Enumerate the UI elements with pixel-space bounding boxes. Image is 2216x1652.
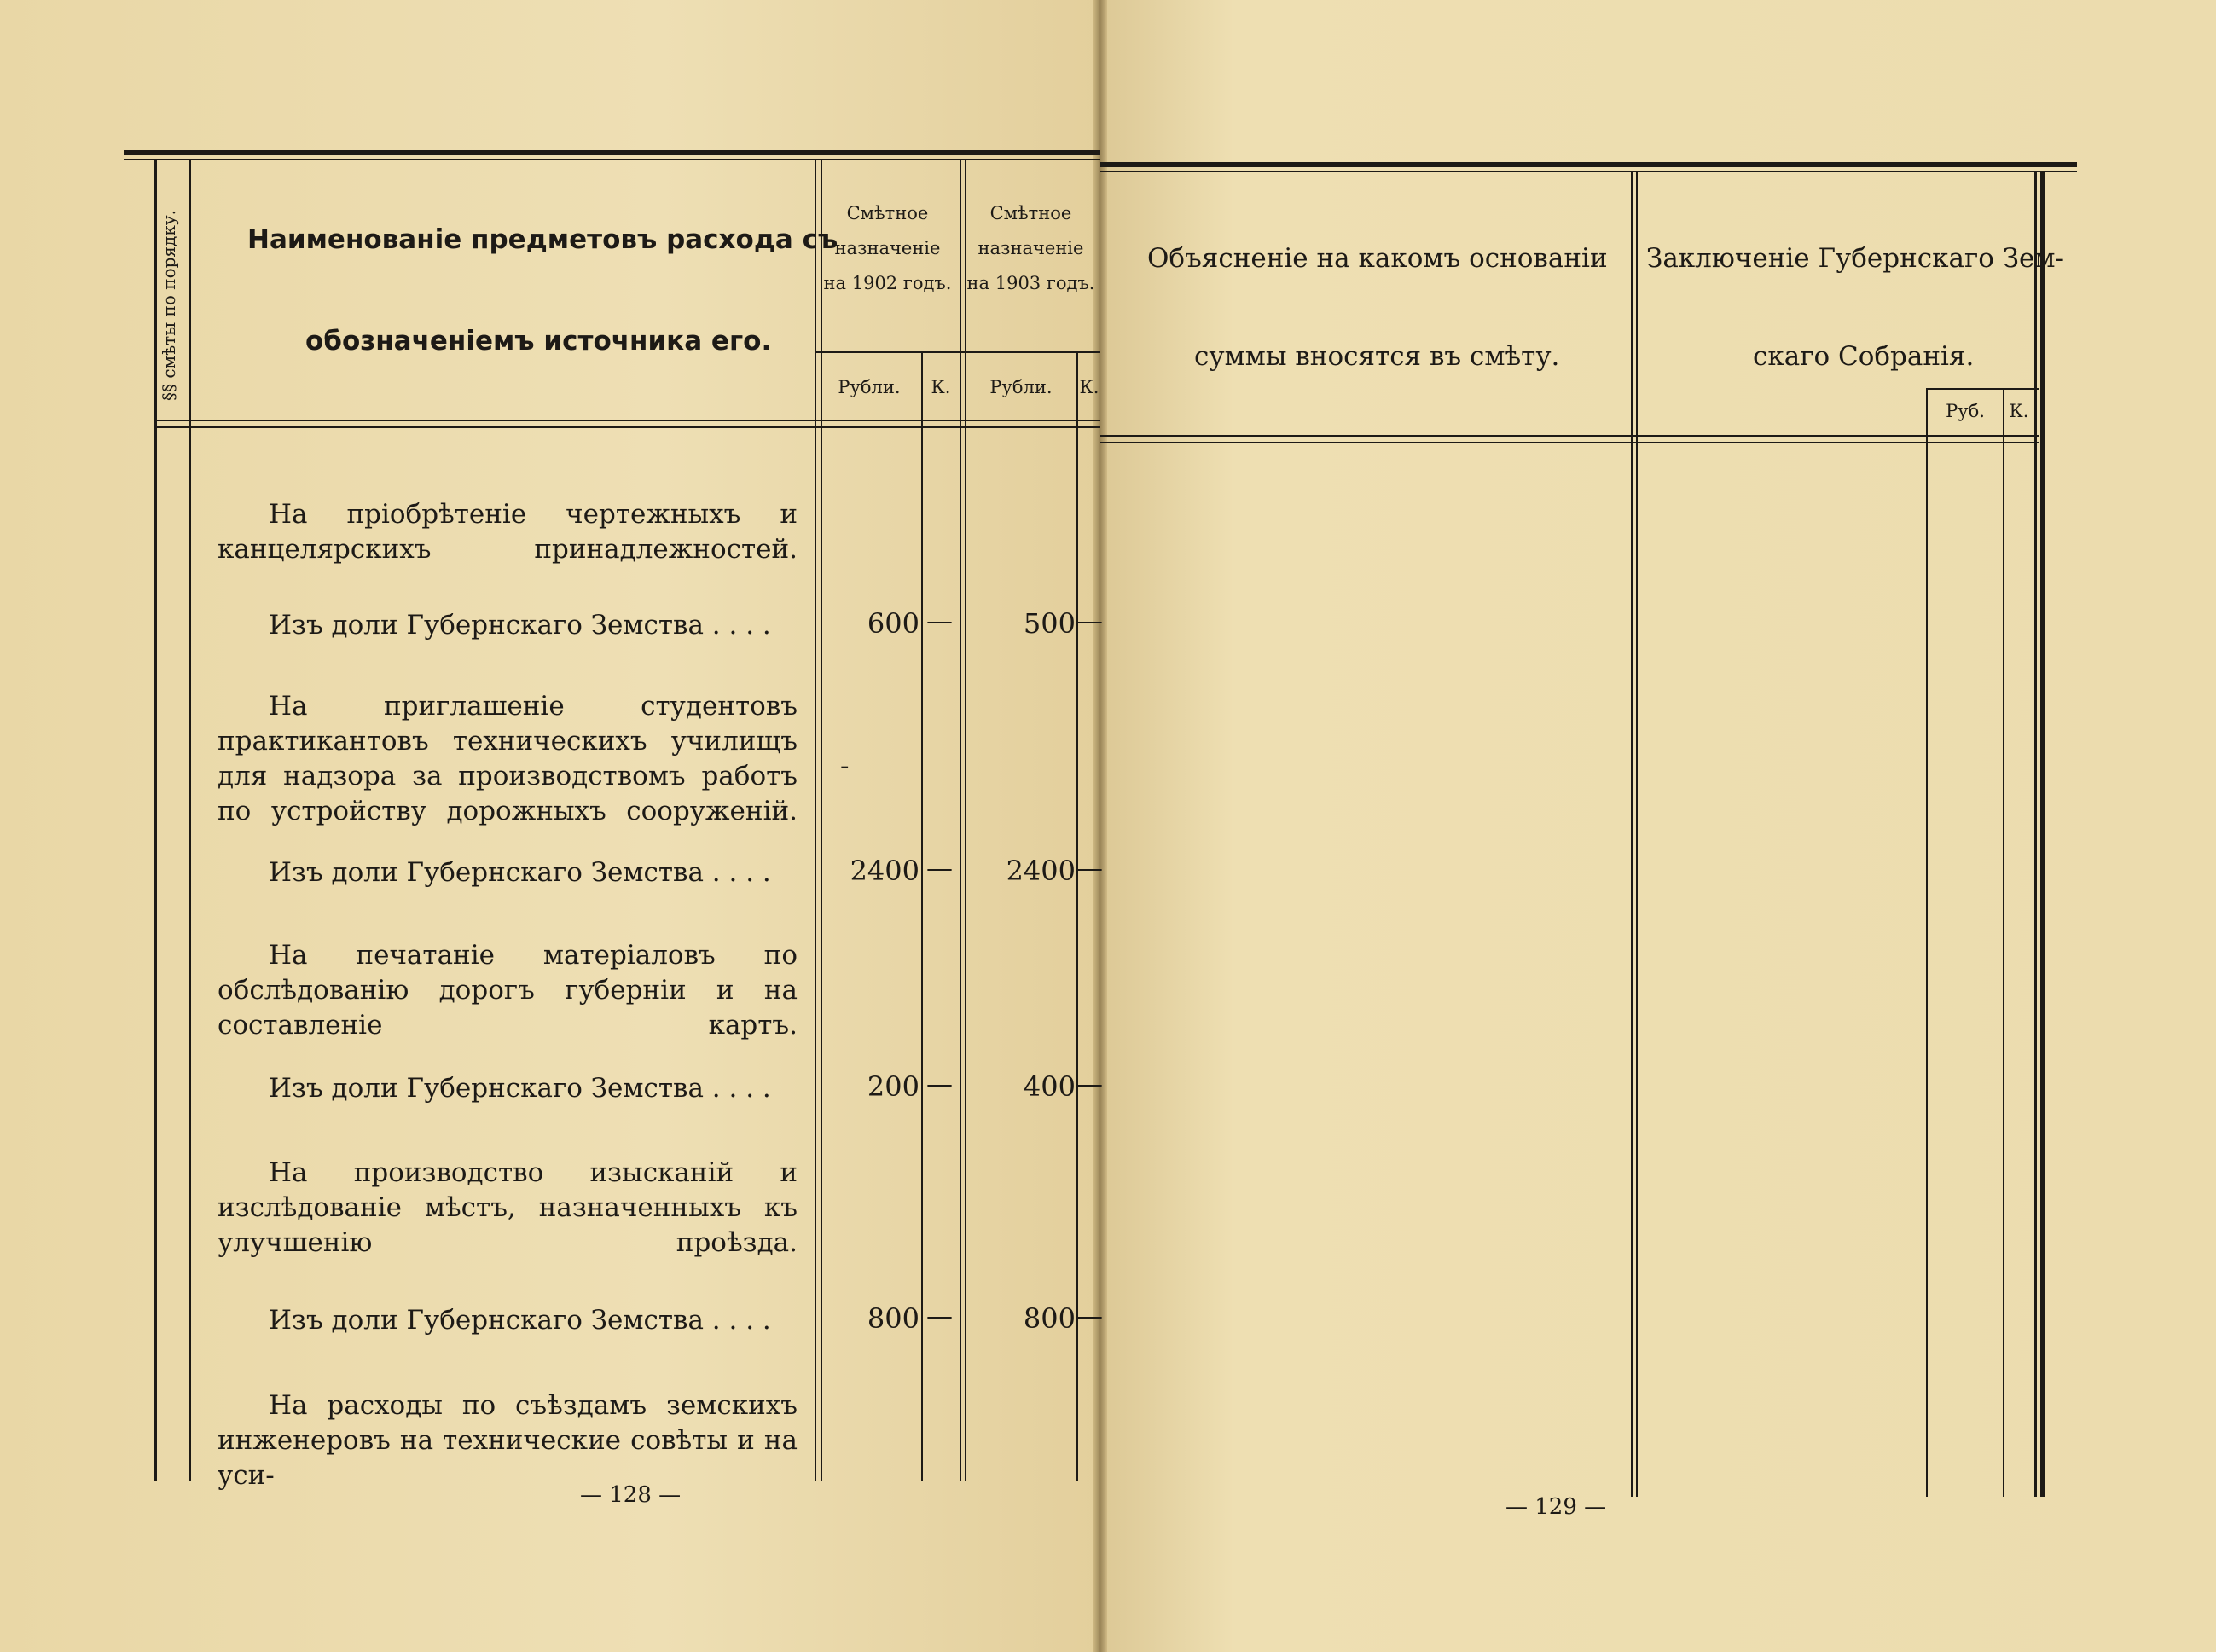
col-conclusion-header-line2: скаго Собранія. — [1753, 341, 1975, 372]
page-number-right: — 129 — — [1505, 1494, 1607, 1520]
item-4-value-1902: 800 — [867, 1302, 919, 1335]
col-1903-header: Смѣтное назначеніе на 1903 годъ. — [966, 203, 1095, 294]
item-3-source: Изъ доли Губернскаго Земства . . . . — [269, 1073, 771, 1104]
item-2-value-1902: 2400 — [850, 855, 919, 887]
item-4-value-1903: 800 — [1023, 1302, 1076, 1335]
item-5-text: На расходы по съѣздамъ земскихъ инженеровъ на технические совѣты и на уси- — [218, 1390, 798, 1491]
col-1902-header: Смѣтное назначеніе на 1902 годъ. — [823, 203, 952, 294]
item-1-kop-1903: — — [1076, 606, 1103, 636]
item-2-marker: - — [840, 751, 850, 781]
item-2-source: Изъ доли Губернскаго Земства . . . . — [269, 857, 771, 888]
item-4-source: Изъ доли Губернскаго Земства . . . . — [269, 1305, 771, 1336]
sub-rub-conclusion: Руб. — [1946, 401, 1985, 421]
item-3-kop-1903: — — [1076, 1069, 1103, 1099]
sub-rub-1902: Рубли. — [838, 377, 901, 397]
item-1-text: На пріобрѣтеніе чертежныхъ и канцелярскихъ принадлежностей. — [218, 499, 798, 565]
item-2-value-1903: 2400 — [1006, 855, 1076, 887]
col-name-header-line2: обозначеніемъ источника его. — [305, 326, 772, 356]
item-4-kop-1902: — — [926, 1301, 953, 1331]
item-3-value-1903: 400 — [1023, 1070, 1076, 1103]
item-3-value-1902: 200 — [867, 1070, 919, 1103]
sub-kop-conclusion: К. — [2009, 401, 2029, 421]
item-3-text: На печатаніе матеріаловъ по обслѣдованію дорогъ губерніи и на составленіе картъ. — [218, 940, 798, 1040]
item-1-source: Изъ доли Губернскаго Земства . . . . — [269, 610, 771, 641]
item-4-kop-1903: — — [1076, 1301, 1103, 1331]
col-conclusion-header-line1: Заключеніе Губернскаго Зем- — [1646, 243, 2064, 274]
item-2-text: На приглашеніе студентовъ практикантовъ техническихъ училищъ для надзора за производствомъ работъ по устройству дорожныхъ сооруженій. — [218, 691, 798, 826]
item-3-kop-1902: — — [926, 1069, 953, 1099]
page-number-left: — 128 — — [580, 1482, 682, 1508]
item-1-value-1902: 600 — [867, 607, 919, 640]
sub-kop-1902: К. — [931, 377, 951, 397]
item-2-kop-1903: — — [1076, 853, 1103, 884]
sub-rub-1903: Рубли. — [989, 377, 1053, 397]
item-4-text: На производство изысканій и изслѣдованіе мѣстъ, назначенныхъ къ улучшенію проѣзда. — [218, 1157, 798, 1258]
col-order-header: §§ смѣты по порядку. — [159, 210, 179, 401]
col-name-header-line1: Наименованіе предметовъ расхода съ — [247, 224, 838, 255]
sub-kop-1903: К. — [1079, 377, 1099, 397]
item-1-kop-1902: — — [926, 606, 953, 636]
item-1-value-1903: 500 — [1023, 607, 1076, 640]
col-explain-header-line2: суммы вносятся въ смѣту. — [1194, 341, 1560, 372]
col-explain-header-line1: Объясненіе на какомъ основаніи — [1147, 243, 1608, 274]
item-2-kop-1902: — — [926, 853, 953, 884]
